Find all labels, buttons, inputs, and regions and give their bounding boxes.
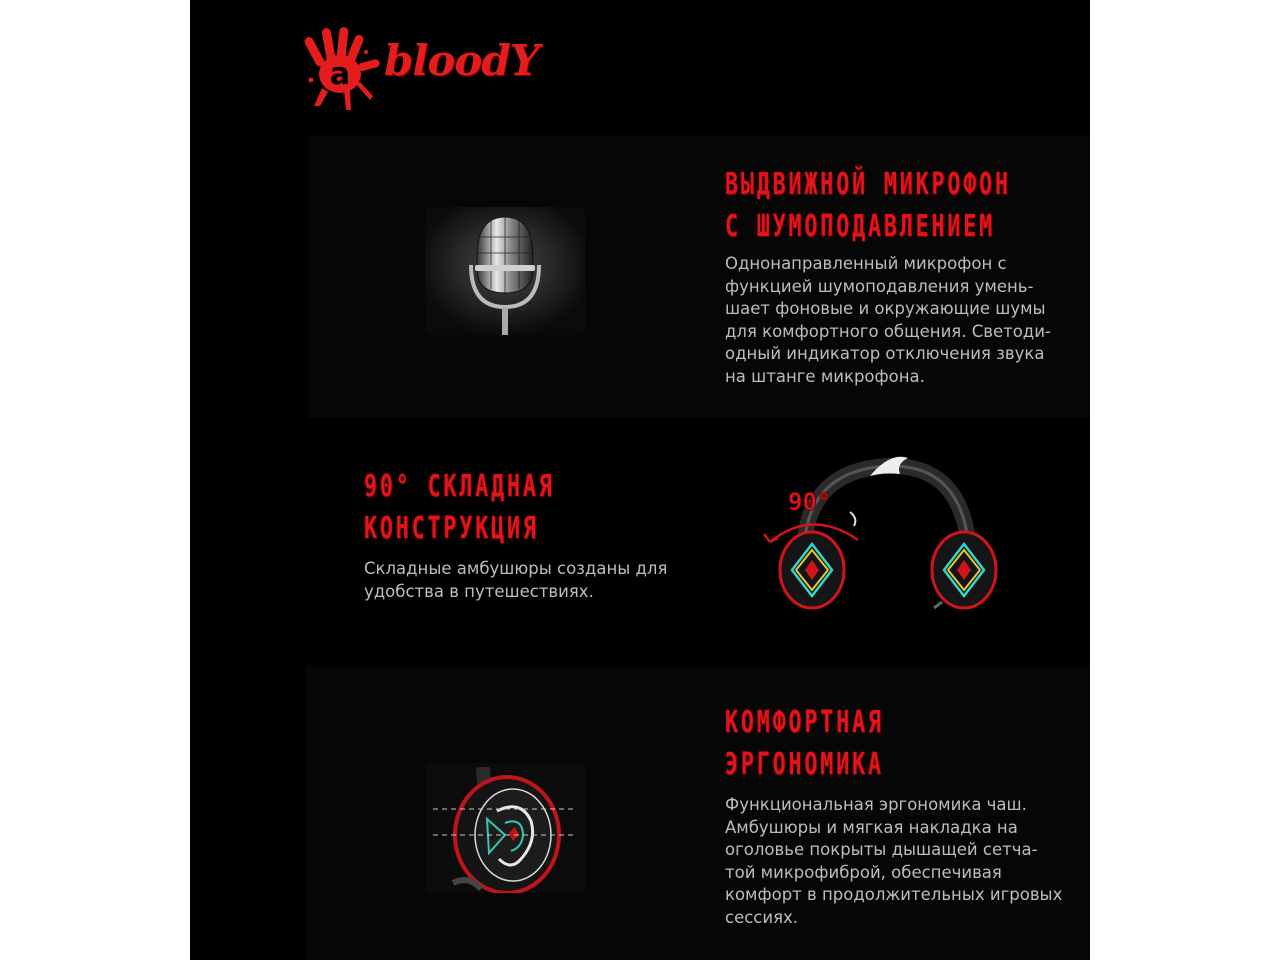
ergonomics-section-description: Функциональная эргономика чаш. Амбушюры и мягкая накладка на оголовье покрыты дышащей сетча- той микрофиброй, обеспечивая комфорт в продолжительных игровых сессиях. [725, 795, 1063, 927]
microphone-section-description: Однонаправленный микрофон с функцией шумоподавления умень- шает фоновые и окружающие шумы для комфортного общения. Светоди- одный индикатор отключения звука на штанге микрофона. [725, 254, 1051, 386]
svg-text:a: a [329, 57, 351, 92]
folding-section-title: 90° СКЛАДНАЯ КОНСТРУКЦИЯ [364, 469, 555, 546]
ear-cup-icon [425, 763, 585, 893]
hand-print-icon [300, 22, 390, 112]
microphone-image [425, 207, 585, 335]
brand-name: bloodY [384, 36, 539, 85]
microphone-section-title: ВЫДВИЖНОЙ МИКРОФОН С ШУМОПОДАВЛЕНИЕМ [725, 167, 1011, 244]
fold-angle-label: 90° [788, 488, 832, 516]
folding-headset-image [758, 452, 1018, 622]
ergonomics-section-title: КОМФОРТНАЯ ЭРГОНОМИКА [725, 705, 884, 782]
folding-headset-icon [758, 452, 1018, 622]
microphone-icon [425, 207, 585, 335]
folding-section-description: Складные амбушюры созданы для удобства в путешествиях. [364, 559, 668, 601]
bloody-logo [300, 22, 540, 112]
product-feature-page [190, 0, 1090, 960]
ergonomics-image [425, 763, 585, 893]
